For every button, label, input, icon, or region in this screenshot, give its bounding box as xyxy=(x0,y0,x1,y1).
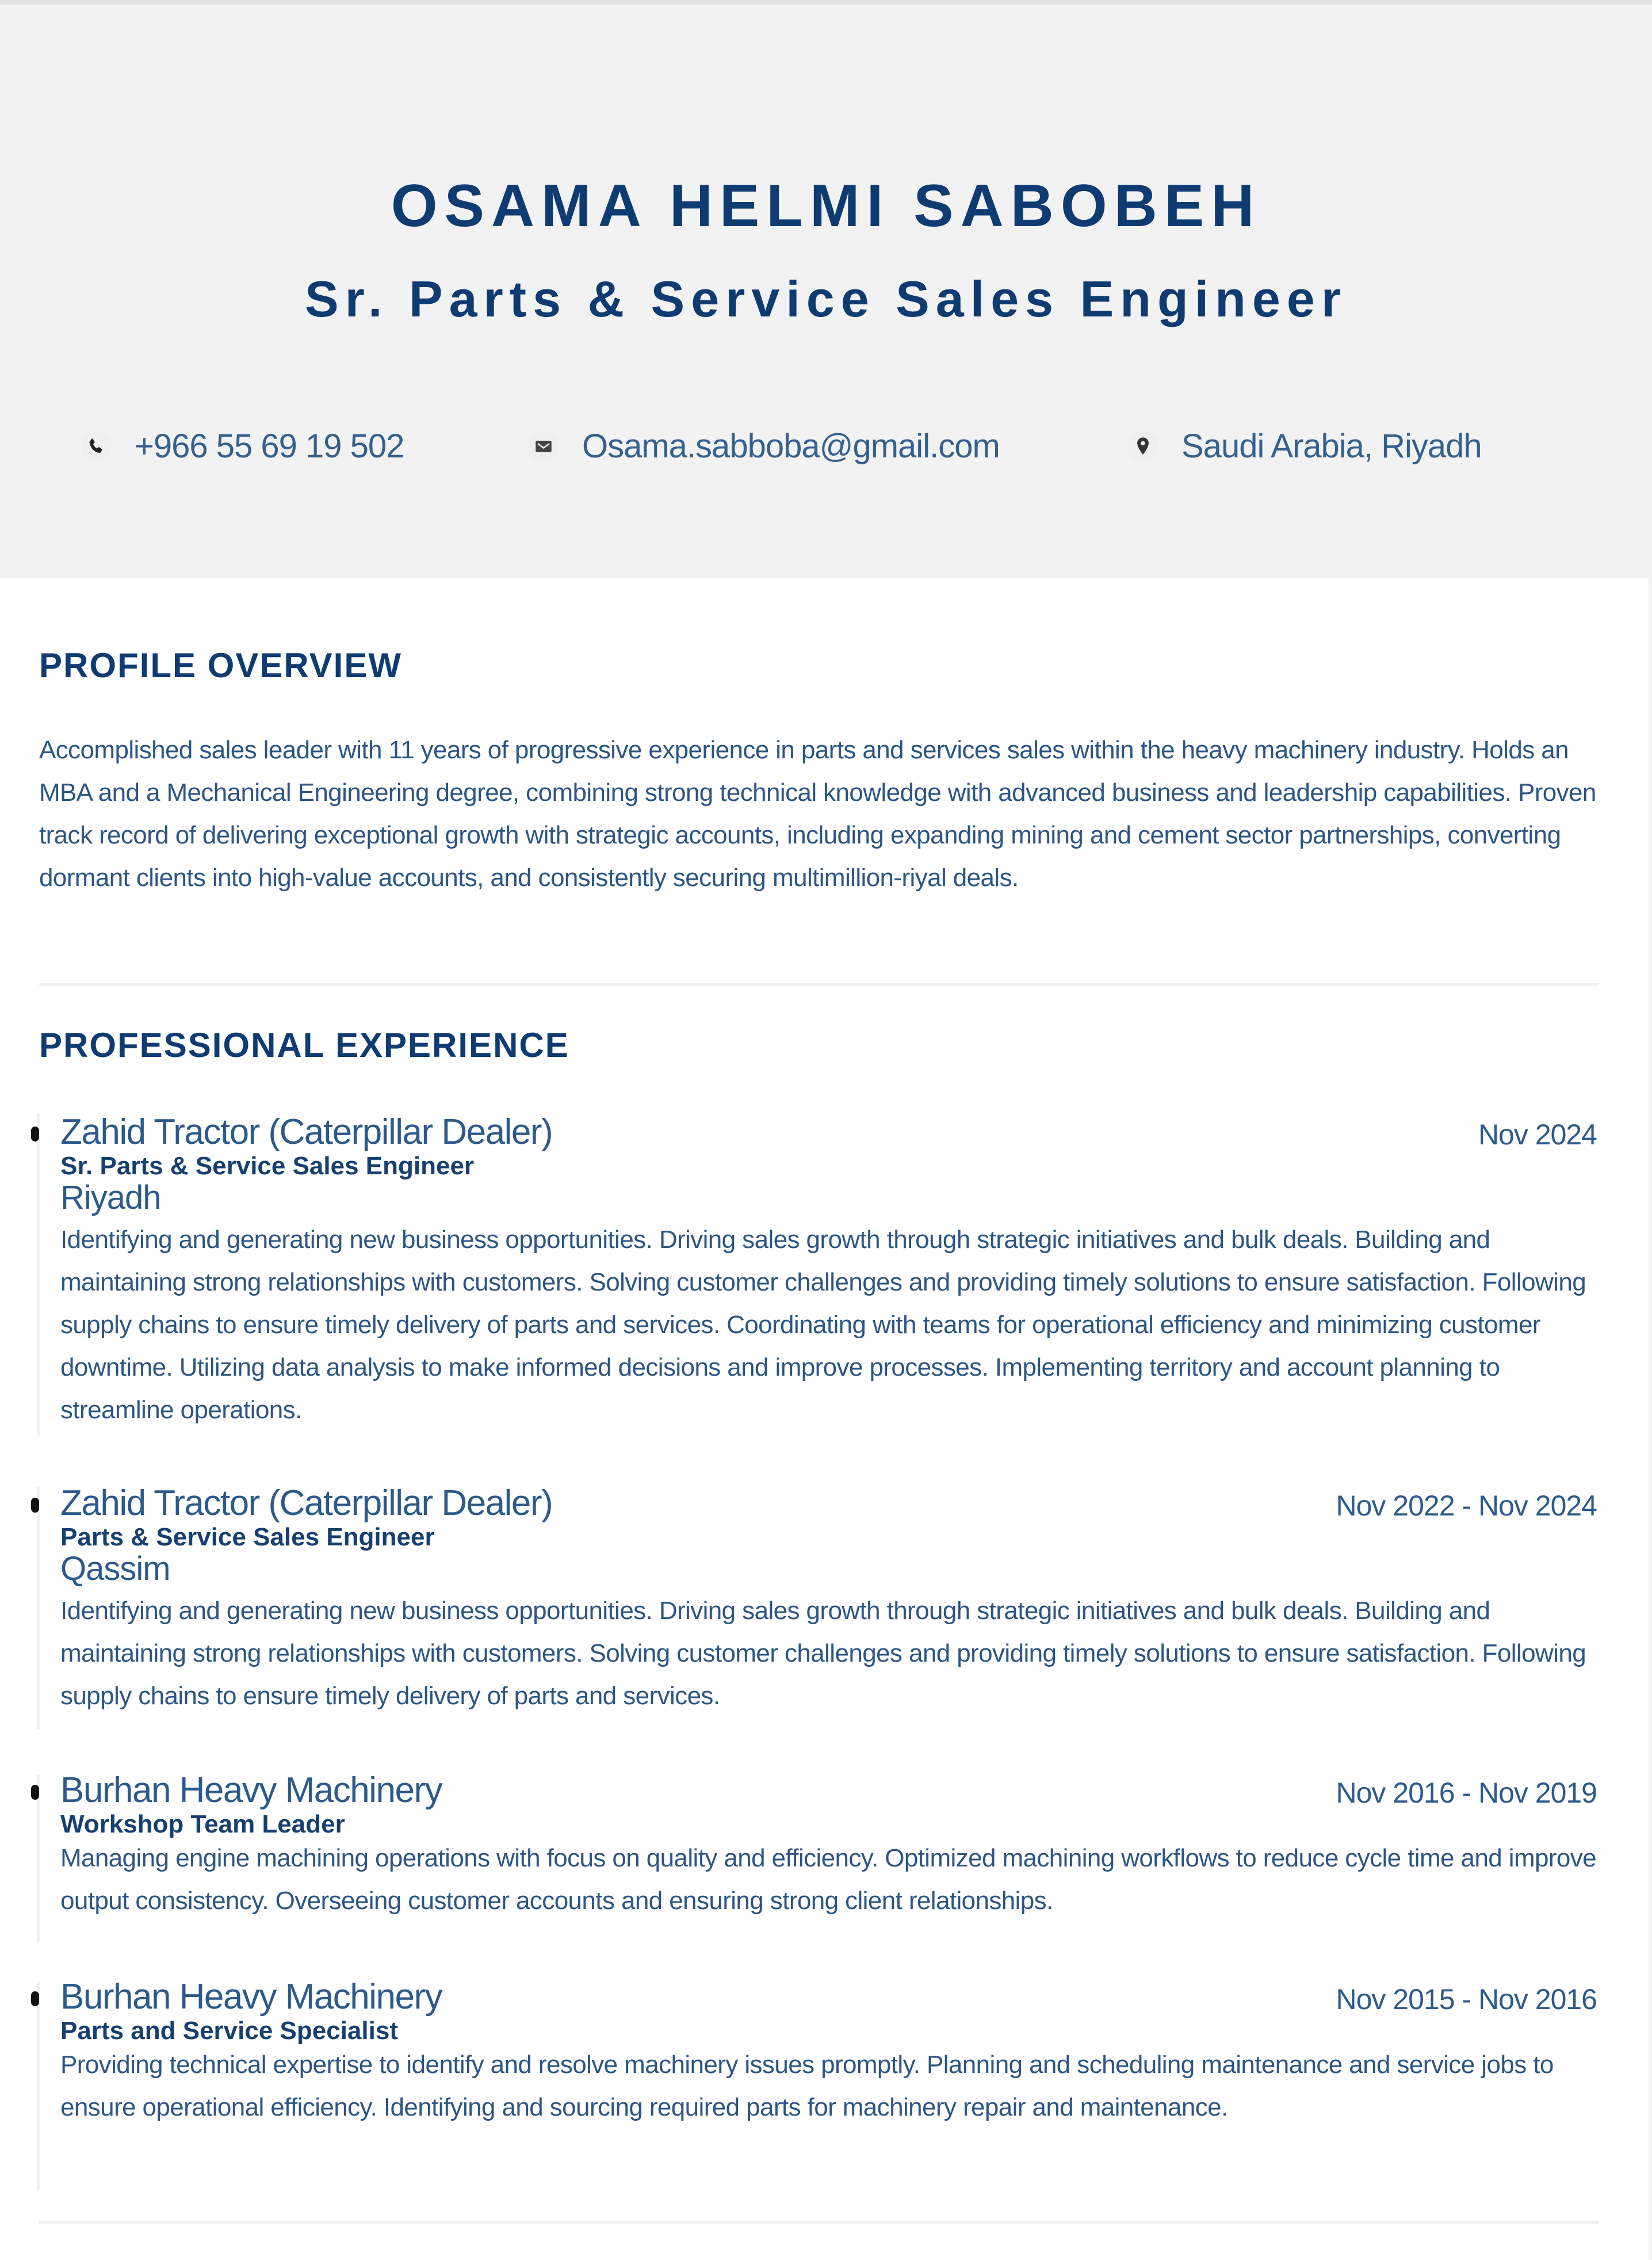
job-dates: Nov 2022 - Nov 2024 xyxy=(1336,1490,1597,1522)
location-text: Saudi Arabia, Riyadh xyxy=(1181,427,1482,465)
job-location: Riyadh xyxy=(60,1179,161,1216)
map-pin-icon xyxy=(1127,431,1158,462)
timeline-bullet-icon xyxy=(31,1991,39,2006)
job-company: Zahid Tractor (Caterpillar Dealer) xyxy=(60,1483,553,1523)
job-role: Sr. Parts & Service Sales Engineer xyxy=(60,1152,475,1180)
timeline-bullet-icon xyxy=(31,1785,39,1800)
timeline-rail xyxy=(37,1113,40,1436)
candidate-headline: Sr. Parts & Service Sales Engineer xyxy=(304,270,1348,327)
job-role: Parts and Service Specialist xyxy=(60,2017,398,2045)
section-title-experience: PROFESSIONAL EXPERIENCE xyxy=(39,1026,569,1064)
timeline-bullet-icon xyxy=(31,1498,39,1513)
job-company: Burhan Heavy Machinery xyxy=(60,1977,442,2017)
job-dates: Nov 2024 xyxy=(1478,1118,1597,1151)
envelope-icon xyxy=(528,431,559,462)
contact-email[interactable] xyxy=(528,423,1000,469)
contact-phone[interactable] xyxy=(81,423,404,469)
section-divider xyxy=(39,2221,1599,2224)
phone-icon xyxy=(81,431,112,462)
timeline-rail xyxy=(37,1775,40,1942)
section-divider xyxy=(39,983,1599,986)
resume-body xyxy=(0,578,1649,2260)
job-description: Providing technical expertise to identify and resolve machinery issues promptly. Planning and scheduling maintenance and service jobs to ensure operational efficiency. Identifying and sourcing required parts for machinery repair and maintenance. xyxy=(60,2051,1554,2121)
phone-number: +966 55 69 19 502 xyxy=(135,427,404,465)
job-description: Identifying and generating new business opportunities. Driving sales growth through strategic initiatives and bulk deals. Building and maintaining strong relationships with customers. Solving customer challenges and providing timely solutions to ensure satisfaction. Following supply chains to ensure timely delivery of parts and services. xyxy=(60,1597,1586,1710)
profile-overview-text: Accomplished sales leader with 11 years of progressive experience in parts and services sales within the heavy machinery industry. Holds an MBA and a Mechanical Engineering degree, combining strong technical knowledge with advanced business and leadership capabilities. Proven track record of delivering exceptional growth with strategic accounts, including expanding mining and cement sector partnerships, converting dormant clients into high-value accounts, and consistently securing multimillion-riyal deals. xyxy=(39,736,1596,892)
job-dates: Nov 2015 - Nov 2016 xyxy=(1336,1983,1597,2015)
job-description: Identifying and generating new business opportunities. Driving sales growth through strategic initiatives and bulk deals. Building and maintaining strong relationships with customers. Solving customer challenges and providing timely solutions to ensure satisfaction. Following supply chains to ensure timely delivery of parts and services. Coordinating with teams for operational efficiency and minimizing customer downtime. Utilizing data analysis to make informed decisions and improve processes. Implementing territory and account planning to streamline operations. xyxy=(60,1226,1586,1424)
job-dates: Nov 2016 - Nov 2019 xyxy=(1336,1777,1597,1809)
job-role: Parts & Service Sales Engineer xyxy=(60,1523,435,1551)
job-company: Burhan Heavy Machinery xyxy=(60,1770,442,1810)
job-description: Managing engine machining operations with focus on quality and efficiency. Optimized machining workflows to reduce cycle time and improve output consistency. Overseeing customer accounts and ensuring strong client relationships. xyxy=(60,1844,1597,1915)
timeline-bullet-icon xyxy=(31,1127,39,1142)
job-role: Workshop Team Leader xyxy=(60,1810,345,1838)
section-title-profile: PROFILE OVERVIEW xyxy=(39,646,402,685)
candidate-name: OSAMA HELMI SABOBEH xyxy=(391,173,1261,239)
job-company: Zahid Tractor (Caterpillar Dealer) xyxy=(60,1112,553,1152)
timeline-rail xyxy=(37,1982,40,2189)
timeline-rail xyxy=(37,1487,40,1729)
top-edge-strip xyxy=(0,0,1652,5)
email-address: Osama.sabboba@gmail.com xyxy=(582,427,1000,465)
contact-location xyxy=(1127,423,1482,469)
resume-header xyxy=(0,5,1652,578)
job-location: Qassim xyxy=(60,1550,170,1587)
